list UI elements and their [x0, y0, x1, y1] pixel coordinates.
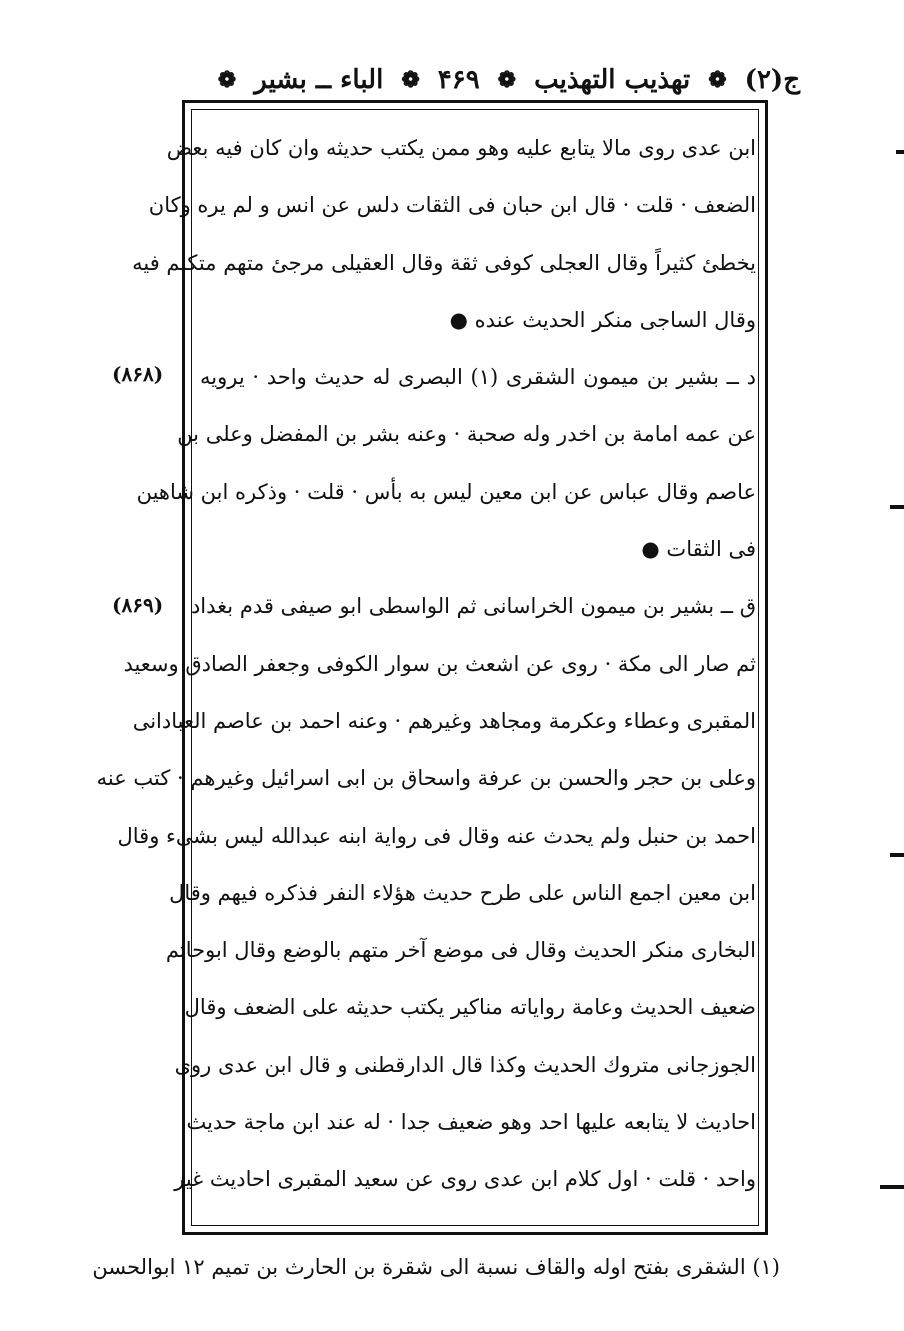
text-line: الضعف · قلت · قال ابن حبان فی الثقات دلس عن انس و لم يره وكان	[148, 193, 756, 218]
text-line: احاديث لا يتابعه عليها احد وهو ضعيف جدا · له عند ابن ماجة حديث	[186, 1110, 756, 1135]
text-line: وعلی بن حجر والحسن بن عرفة واسحاق بن ابی اسرائيل وغيرهم · كتب عنه	[96, 766, 756, 791]
footnote: (۱) الشقری بفتح اوله والقاف نسبة الی شقرة بن الحارث بن تميم ۱۲ ابوالحسن	[92, 1255, 780, 1279]
text-line: احمد بن حنبل ولم يحدث عنه وقال فی رواية ابنه عبدالله ليس بشیء وقال	[117, 823, 756, 848]
section-title: الباء ــ بشير	[254, 65, 384, 95]
book-title: تهذيب التهذيب	[534, 65, 691, 95]
text-line: ق ــ بشير بن ميمون الخراسانی ثم الواسطی ابو صيفی قدم بغداد	[190, 594, 756, 619]
text-line: عن عمه امامة بن اخدر وله صحبة · وعنه بشر بن المفضل وعلی بن	[177, 422, 756, 447]
text-line: عاصم وقال عباس عن ابن معين ليس به بأس · قلت · وذكره ابن شاهين	[136, 479, 756, 504]
ornament-icon: ❁	[401, 67, 420, 93]
text-line: ابن عدی روی مالا يتابع عليه وهو ممن يكتب حديثه وان كان فيه بعض	[166, 136, 756, 160]
margin-mark	[890, 505, 904, 509]
margin-mark	[880, 1185, 904, 1189]
entry-number: (۸۶۹)	[112, 593, 164, 617]
text-line: الجوزجانی متروك الحديث وكذا قال الدارقطنی و قال ابن عدی روی	[174, 1052, 756, 1077]
text-line: المقبری وعطاء وعكرمة ومجاهد وغيرهم · وعنه احمد بن عاصم العبادانی	[132, 708, 756, 733]
page-number: ۴۶۹	[437, 65, 480, 95]
ornament-icon: ❁	[497, 67, 517, 93]
margin-mark	[896, 150, 904, 154]
text-line: البخاری منكر الحديث وقال فی موضع آخر متهم بالوضع وقال ابوحاتم	[165, 938, 756, 963]
text-line: د ــ بشير بن ميمون الشقری (۱) البصری له حديث واحد · يرويه	[200, 365, 756, 390]
ornament-icon: ❁	[708, 67, 727, 93]
text-line: واحد · قلت · اول كلام ابن عدی روی عن سعيد المقبری احاديث غير	[174, 1167, 756, 1192]
ornament-icon: ❁	[217, 67, 237, 93]
volume-label: ج(۲)	[744, 65, 800, 95]
text-line: وقال الساجی منكر الحديث عنده ●	[449, 307, 756, 332]
text-line: يخطئ كثيراً وقال العجلی كوفی ثقة وقال العقيلی مرجئ متهم متكلم فيه	[132, 250, 756, 275]
text-line: فی الثقات ●	[641, 537, 756, 562]
entry-number: (۸۶۸)	[112, 362, 164, 386]
text-line: ثم صار الی مكة · روی عن اشعث بن سوار الكوفی وجعفر الصادق وسعيد	[123, 651, 756, 676]
running-header	[150, 60, 800, 100]
margin-mark	[890, 853, 904, 857]
text-line: ضعيف الحديث وعامة رواياته مناكير يكتب حديثه علی الضعف وقال	[184, 995, 756, 1020]
text-line: ابن معين اجمع الناس علی طرح حديث هؤلاء النفر فذكره فيهم وقال	[169, 880, 756, 905]
